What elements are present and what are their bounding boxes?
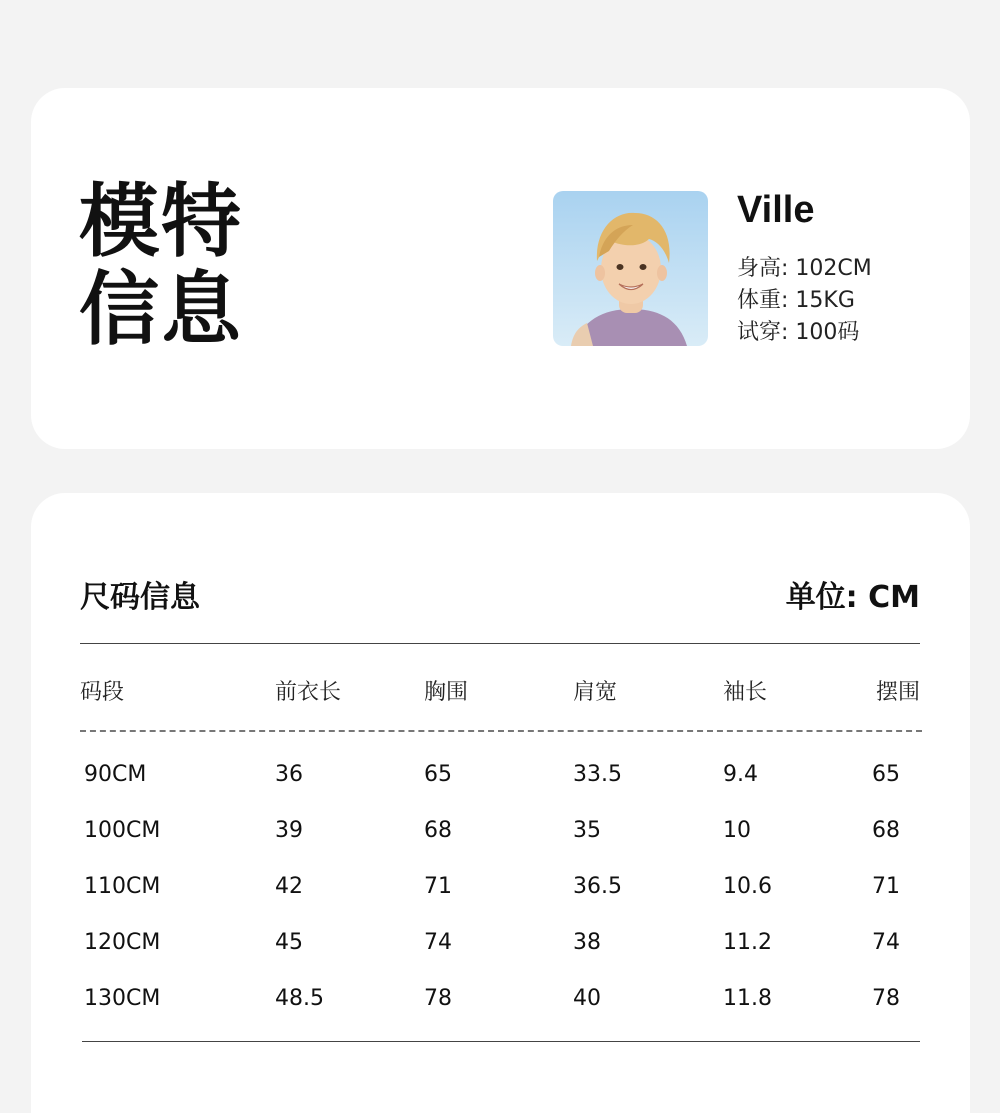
model-weight: 体重: 15KG: [737, 288, 855, 313]
table-row: [31, 811, 970, 851]
size-table-header: [31, 673, 970, 713]
column-header-size: 码段: [80, 680, 125, 705]
table-cell: 78: [424, 986, 452, 1011]
table-row: [31, 755, 970, 795]
model-stats: [737, 253, 872, 349]
table-cell: 11.8: [723, 986, 772, 1011]
table-cell: 68: [424, 818, 452, 843]
header-dashed-divider: [80, 730, 922, 732]
column-header-length: 前衣长: [275, 680, 342, 705]
table-cell: 36.5: [573, 874, 622, 899]
table-cell: 65: [872, 762, 900, 787]
table-cell: 10.6: [723, 874, 772, 899]
table-cell: 110CM: [84, 874, 161, 899]
table-row: [31, 979, 970, 1019]
size-chart-card: [31, 493, 970, 1113]
table-cell: 74: [872, 930, 900, 955]
model-name: Ville: [737, 189, 815, 231]
table-cell: 65: [424, 762, 452, 787]
table-cell: 10: [723, 818, 751, 843]
model-title-line-2: 信息: [79, 263, 243, 356]
table-bottom-divider: [82, 1041, 920, 1042]
model-tried-size: 试穿: 100码: [737, 320, 860, 345]
child-portrait-image: [553, 191, 708, 346]
table-cell: 100CM: [84, 818, 161, 843]
table-cell: 71: [872, 874, 900, 899]
table-cell: 35: [573, 818, 601, 843]
column-header-chest: 胸围: [424, 680, 469, 705]
table-cell: 45: [275, 930, 303, 955]
size-chart-unit: 单位: CM: [785, 580, 920, 615]
table-cell: 120CM: [84, 930, 161, 955]
table-cell: 33.5: [573, 762, 622, 787]
table-cell: 11.2: [723, 930, 772, 955]
column-header-hem: 摆围: [875, 680, 920, 705]
column-header-shoulder: 肩宽: [573, 680, 618, 705]
table-cell: 74: [424, 930, 452, 955]
table-row: [31, 867, 970, 907]
model-height: 身高: 102CM: [737, 256, 872, 281]
table-cell: 68: [872, 818, 900, 843]
table-cell: 38: [573, 930, 601, 955]
size-chart-title: 尺码信息: [80, 580, 200, 615]
model-info-card: [31, 88, 970, 449]
table-cell: 78: [872, 986, 900, 1011]
table-cell: 42: [275, 874, 303, 899]
model-title-line-1: 模特: [79, 175, 243, 268]
column-header-sleeve: 袖长: [723, 680, 768, 705]
table-cell: 40: [573, 986, 601, 1011]
table-cell: 130CM: [84, 986, 161, 1011]
table-cell: 39: [275, 818, 303, 843]
header-top-divider: [80, 643, 920, 644]
table-cell: 71: [424, 874, 452, 899]
table-cell: 36: [275, 762, 303, 787]
table-cell: 48.5: [275, 986, 324, 1011]
model-info-title: [79, 175, 243, 356]
table-row: [31, 923, 970, 963]
table-cell: 90CM: [84, 762, 147, 787]
model-photo: [553, 191, 708, 346]
table-cell: 9.4: [723, 762, 758, 787]
